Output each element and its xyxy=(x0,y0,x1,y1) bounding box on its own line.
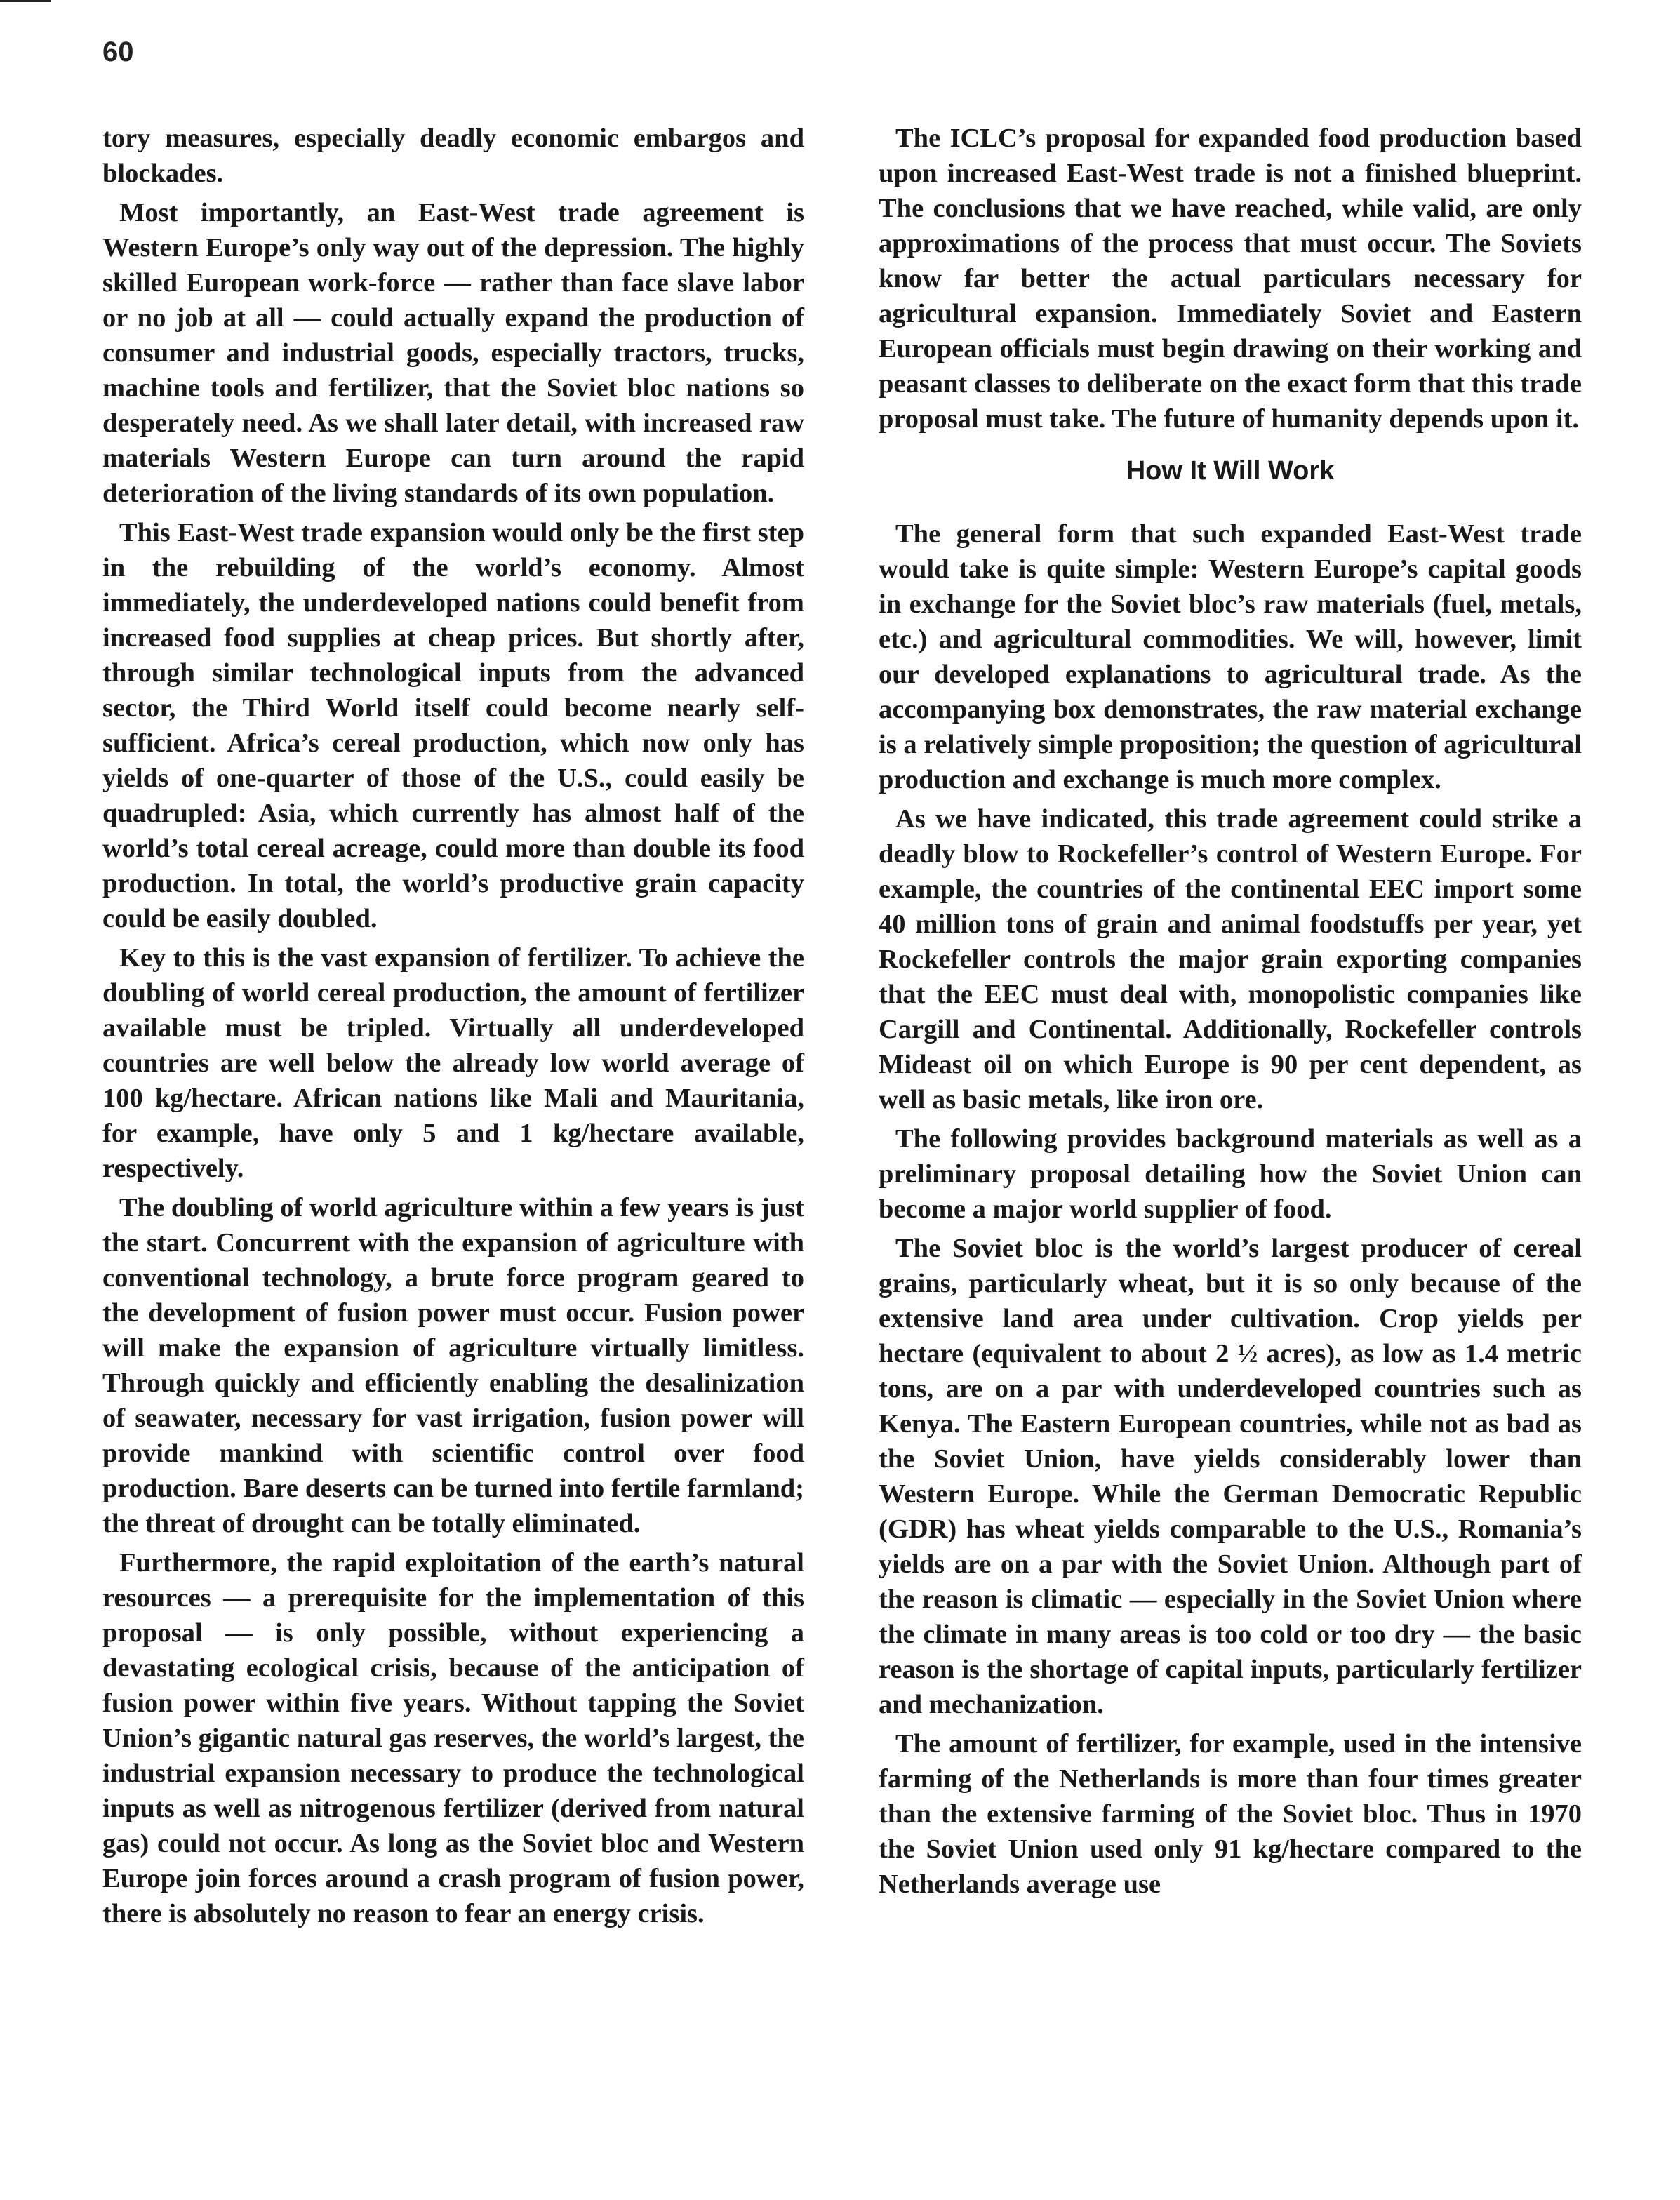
page-number: 60 xyxy=(102,36,134,67)
right-column xyxy=(879,121,1582,1906)
section-heading: How It Will Work xyxy=(1126,456,1335,486)
body-paragraph: The doubling of world agriculture within a few years is just the start. Concurrent with the expansion of agriculture with conventional technology, a brute force program geared to the development of fusion power must occur. Fusion power will make the expansion of agriculture virtually limitless. Through quickly and efficiently enabling the desalinization of seawater, necessary for vast irrigation, fusion power will provide mankind with scientific control over food production. Bare deserts can be turned into fertile farmland; the threat of drought can be totally eliminated. xyxy=(102,1193,804,1538)
body-paragraph: The ICLC’s proposal for expanded food production based upon increased East-West trade is not a finished blueprint. The conclusions that we have reached, while valid, are only approximations of the process that must occur. The Soviets know far better the actual particulars necessary for agricultural expansion. Immediately Soviet and Eastern European officials must begin drawing on their working and peasant classes to deliberate on the exact form that this trade proposal must take. The future of humanity depends upon it. xyxy=(879,124,1582,434)
body-paragraph: The amount of fertilizer, for example, used in the intensive farming of the Netherlands is more than four times greater than the extensive farming of the Soviet bloc. Thus in 1970 the Soviet Union used only 91 kg/hectare compared to the Netherlands average use xyxy=(879,1729,1582,1899)
top-left-rule xyxy=(0,0,51,2)
left-column xyxy=(102,121,804,1935)
body-paragraph: Key to this is the vast expansion of fertilizer. To achieve the doubling of world cereal production, the amount of fertilizer available must be tripled. Virtually all underdeveloped countries are well below the already low world average of 100 kg/hectare. African nations like Mali and Mauritania, for example, have only 5 and 1 kg/hectare available, respectively. xyxy=(102,943,804,1183)
body-paragraph: The Soviet bloc is the world’s largest producer of cereal grains, particularly wheat, but it is so only because of the extensive land area under cultivation. Crop yields per hectare (equivalent to about 2 ½ acres), as low as 1.4 metric tons, are on a par with underdeveloped countries such as Kenya. The Eastern European countries, while not as bad as the Soviet Union, have yields considerably lower than Western Europe. While the German Democratic Republic (GDR) has wheat yields comparable to the U.S., Romania’s yields are on a par with the Soviet Union. Although part of the reason is climatic — especially in the Soviet Union where the climate in many areas is too cold or too dry — the basic reason is the shortage of capital inputs, particularly fertilizer and mechanization. xyxy=(879,1234,1582,1719)
body-paragraph: The following provides background materials as well as a preliminary proposal detailing how the Soviet Union can become a major world supplier of food. xyxy=(879,1124,1582,1224)
body-paragraph: Furthermore, the rapid exploitation of the earth’s natural resources — a prerequisite for the implementation of this proposal — is only possible, without experiencing a devastating ecological crisis, because of the anticipation of fusion power within five years. Without tapping the Soviet Union’s gigantic natural gas reserves, the world’s largest, the industrial expansion necessary to produce the technological inputs as well as nitrogenous fertilizer (derived from natural gas) could not occur. As long as the Soviet bloc and Western Europe join forces around a crash program of fusion power, there is absolutely no reason to fear an energy crisis. xyxy=(102,1548,804,1928)
body-paragraph: This East-West trade expansion would only be the first step in the rebuilding of the world’s economy. Almost immediately, the underdeveloped nations could benefit from increased food supplies at cheap prices. But shortly after, through similar technological inputs from the advanced sector, the Third World itself could become nearly self-sufficient. Africa’s cereal production, which now only has yields of one-quarter of those of the U.S., could easily be quadrupled: Asia, which currently has almost half of the world’s total cereal acreage, could more than double its food production. In total, the world’s productive grain capacity could be easily doubled. xyxy=(102,518,804,933)
body-paragraph: tory measures, especially deadly economic embargos and blockades. xyxy=(102,124,804,188)
body-paragraph: Most importantly, an East-West trade agreement is Western Europe’s only way out of the depression. The highly skilled European work-force — rather than face slave labor or no job at all — could actually expand the production of consumer and industrial goods, especially tractors, trucks, machine tools and fertilizer, that the Soviet bloc nations so desperately need. As we shall later detail, with increased raw materials Western Europe can turn around the rapid deterioration of the living standards of its own population. xyxy=(102,198,804,508)
body-paragraph: As we have indicated, this trade agreement could strike a deadly blow to Rockefeller’s control of Western Europe. For example, the countries of the continental EEC import some 40 million tons of grain and animal foodstuffs per year, yet Rockefeller controls the major grain exporting companies that the EEC must deal with, monopolistic companies like Cargill and Continental. Additionally, Rockefeller controls Mideast oil on which Europe is 90 per cent dependent, as well as basic metals, like iron ore. xyxy=(879,804,1582,1114)
body-paragraph: The general form that such expanded East-West trade would take is quite simple: Western Europe’s capital goods in exchange for the Soviet bloc’s raw materials (fuel, metals, etc.) and agricultural commodities. We will, however, limit our developed explanations to agricultural trade. As the accompanying box demonstrates, the raw material exchange is a relatively simple proposition; the question of agricultural production and exchange is much more complex. xyxy=(879,519,1582,794)
